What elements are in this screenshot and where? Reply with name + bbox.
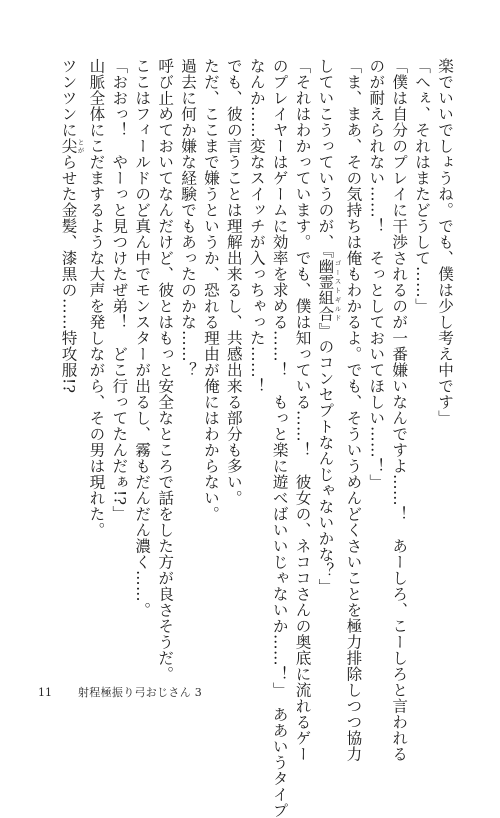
text-line [314, 58, 342, 670]
text-segment: 』のコンセプトなんじゃないかな？」 [316, 322, 335, 595]
text-line: 「僕は自分のプレイに干渉されるのが一番嫌いなんですよ……！ あーしろ、こーしろと言われる [390, 58, 409, 762]
running-title: 射程極振り弓おじさん 3 [78, 686, 203, 699]
ruby-reading: とが [76, 138, 85, 154]
text-line: 「おおっ！ やーっと見つけたぜ弟！ どこ行ってたんだぁ!?」 [110, 58, 129, 522]
text-line: でも、彼の言うことは理解出来るし、共感出来る部分も多い。 [224, 58, 243, 506]
text-line: 過去に何か嫌な経験でもあったのかな……？ [179, 58, 198, 378]
text-line: ただ、ここまで嫌うというか、恐れる理由が俺にはわからない。 [201, 58, 220, 522]
text-line: のが耐えられない……！ そっとしておいてほしい……！」 [367, 58, 386, 490]
text-line: 「それはわかっています。でも、僕は知っている……！ 彼女の、ネココさんの奥底に流れるゲー [293, 58, 312, 762]
text-line: 呼び止めておいてなんだけど、彼とはもっと安全なところで話をした方が良さそうだ。 [156, 58, 175, 682]
text-line: なんか……変なスイッチが入っちゃった……！ [247, 58, 266, 394]
ruby-reading: ゴーストギルド [333, 258, 342, 323]
text-line: ここはフィールドのど真ん中でモンスターが出るし、霧もだんだん濃く……。 [133, 58, 152, 618]
ruby-term [59, 138, 85, 154]
text-segment: ツンツンに [59, 58, 78, 138]
text-line [57, 58, 85, 670]
text-line: 楽でいいでしょうね。でも、僕は少し考え中です」 [436, 58, 454, 426]
text-segment: していこうっていうのが、『 [316, 58, 335, 259]
page-footer [38, 684, 202, 700]
text-line: 「へぇ、それはまたどうして……」 [413, 58, 432, 314]
ruby-base: 尖 [59, 138, 78, 154]
ruby-term [316, 258, 342, 323]
text-segment: らせた金髪、漆黒の……特攻服!? [59, 154, 78, 394]
text-line: 山脈全体にこだまするような大声を発しながら、その男は現れた。 [87, 58, 106, 538]
text-line: のプレイヤーはゲームに効率を求める……！ もっと楽に遊べばいいじゃないか……！」 ああいうタイプ [270, 58, 289, 818]
page-number: 11 [38, 686, 52, 699]
text-line: 「ま、まあ、その気持ちは俺もわかるよ。でも、そういうめんどくさいことを極力排除しつつ協力 [344, 58, 363, 762]
ruby-base: 幽霊組合 [316, 258, 335, 323]
